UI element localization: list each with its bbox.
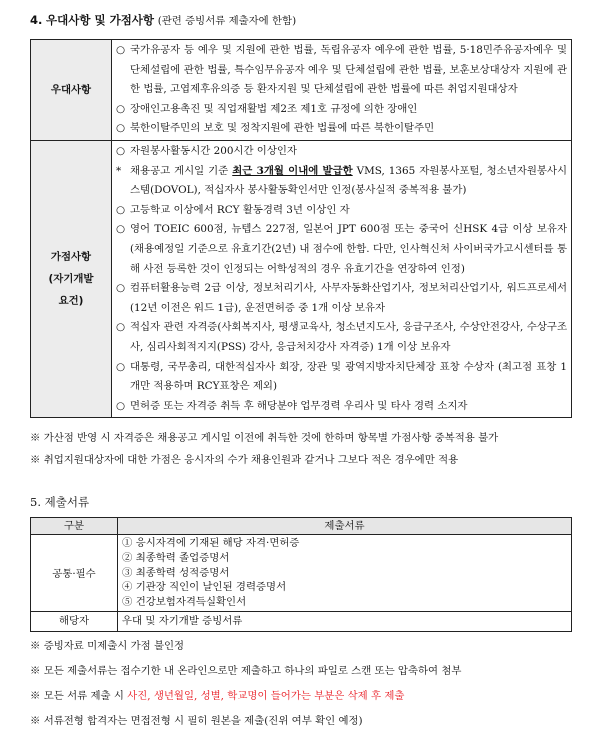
note: ※ 취업지원대상자에 대한 가점은 응시자의 수가 채용인원과 같거나 그보다 적은 경우에만 적용	[30, 453, 459, 466]
table-row	[31, 611, 572, 631]
note: ※ 모든 서류 제출 시 사진, 생년월일, 성별, 학교명이 들어가는 부분은 삭제 후 제출	[30, 690, 405, 702]
document-item: ① 응시자격에 기재된 해당 자격·면허증	[122, 537, 300, 549]
document-item: ④ 기관장 직인이 날인된 경력증명서	[122, 581, 287, 594]
list-item: ○ 컴퓨터활용능력 2급 이상, 정보처리기사, 사무자동화산업기사, 정보처리산업기사, 워드프로세서(12년 이전은 워드 1급), 운전면허증 중 1개 이상 보유자	[116, 282, 567, 314]
list-item: ○ 영어 TOEIC 600점, 뉴텝스 227점, 일본어 JPT 600점 또는 중국어 신HSK 4급 이상 보유자 (채용예정일 기준으로 유효기간(2년) 내 점수에 한함. 다만, 인사혁신처 사이버국가고시센터를 통해 사전 등록한 것이 인정되는 어학성적의 경우 유효기간을 연장하여 인정)	[116, 223, 567, 275]
section5-heading	[30, 494, 89, 510]
document-item: ② 최종학력 졸업증명서	[122, 551, 230, 564]
document-item: 우대 및 자기개발 증빙서류	[118, 611, 572, 631]
row-label-common: 공통·필수	[31, 535, 118, 612]
section4-notes	[30, 428, 580, 471]
bonus-items	[112, 140, 572, 417]
list-item: ○ 고등학교 이상에서 RCY 활동경력 3년 이상인 자	[116, 203, 350, 216]
preferential-label: 우대사항	[31, 40, 112, 141]
preferential-row	[31, 40, 572, 141]
note: ※ 모든 제출서류는 접수기한 내 온라인으로만 제출하고 하나의 파일로 스캔 또는 압축하여 첨부	[30, 665, 462, 677]
bonus-row	[31, 140, 572, 417]
list-item: ○ 대통령, 국무총리, 대한적십자사 회장, 장관 및 광역지방자치단체장 표창 수상자 (최고점 표창 1개만 적용하며 RCY표창은 제외)	[116, 360, 567, 393]
table-row	[31, 535, 572, 612]
section4-title-note: (관련 증빙서류 제출자에 한함)	[157, 15, 297, 27]
submission-table	[30, 517, 572, 632]
row-label-applicable: 해당자	[31, 611, 118, 631]
list-item: ○ 북한이탈주민의 보호 및 정착지원에 관한 법률에 따른 북한이탈주민	[116, 122, 435, 135]
document-item: ③ 최종학력 성적증명서	[122, 566, 230, 579]
section5-notes	[30, 634, 580, 734]
note: ※ 서류전형 합격자는 면접전형 시 필히 원본을 제출(진위 여부 확인 예정)	[30, 715, 363, 727]
list-item: * 채용공고 게시일 기준 최근 3개월 이내에 발급한 VMS, 1365 자원봉사포털, 청소년자원봉사시스템(DOVOL), 적십자사 봉사활동확인서만 인정(봉사실적 중복적용 불가)	[116, 164, 567, 197]
list-item: ○ 국가유공자 등 예우 및 지원에 관한 법률, 독립유공자 예우에 관한 법률, 5·18민주유공자예우 및 단체설립에 관한 법률, 특수임무유공자 예우 및 단체설립에 관한 법률, 보훈보상대상자 지원에 관한 법률, 고엽제후유의증 등 환자지원 및 단체설립에 관한 법률에 따른 취업지원대상자	[116, 44, 567, 96]
bonus-label: 가점사항 (자기개발 요건)	[31, 140, 112, 417]
list-item: ○ 장애인고용촉진 및 직업재활법 제2조 제1호 규정에 의한 장애인	[116, 102, 418, 115]
list-item: ○ 자원봉사활동시간 200시간 이상인자	[116, 144, 297, 157]
section4-title: 우대사항 및 가점사항	[46, 13, 155, 27]
common-documents	[118, 535, 572, 612]
preferential-items	[112, 40, 572, 141]
section5-title: 제출서류	[44, 495, 90, 509]
column-header-documents: 제출서류	[118, 518, 572, 535]
red-warning-text: 사진, 생년월일, 성별, 학교명이 들어가는 부분은 삭제 후 제출	[127, 690, 405, 702]
list-item: ○ 면허증 또는 자격증 취득 후 해당분야 업무경력 우리사 및 타사 경력 소지자	[116, 399, 468, 412]
preference-table	[30, 39, 572, 418]
table-header-row	[31, 518, 572, 535]
section4-number: 4.	[30, 13, 43, 27]
underlined-text: 최근 3개월 이내에 발급한	[232, 164, 353, 177]
section5-number: 5.	[30, 495, 41, 509]
section4-heading	[30, 12, 296, 28]
list-item: ○ 적십자 관련 자격증(사회복지사, 평생교육사, 청소년지도사, 응급구조사, 수상안전강사, 수상구조사, 심리사회적지지(PSS) 강사, 응급처치강사 자격증) 1개 이상 보유자	[116, 321, 567, 353]
document-item: ⑤ 건강보험자격득실확인서	[122, 596, 247, 609]
note: ※ 가산점 반영 시 자격증은 채용공고 게시일 이전에 취득한 것에 한하며 항목별 가점사항 중복적용 불가	[30, 432, 499, 444]
column-header-category: 구분	[31, 518, 118, 535]
note: ※ 증빙자료 미제출시 가점 불인정	[30, 640, 185, 652]
